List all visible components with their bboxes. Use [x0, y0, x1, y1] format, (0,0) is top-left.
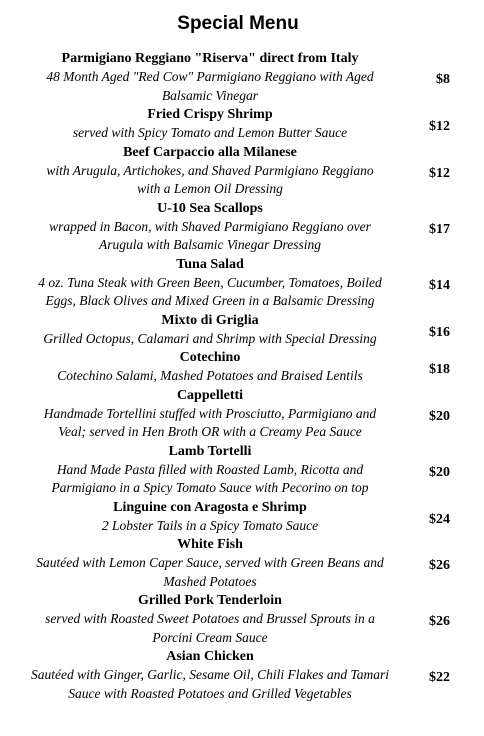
menu-item-name: U-10 Sea Scallops: [157, 200, 263, 216]
menu-item: [0, 442, 484, 498]
menu-item-description: Sautéed with Lemon Caper Sauce, served with Green Beans and Mashed Potatoes: [36, 555, 384, 589]
menu-item-price: $20: [429, 408, 450, 424]
menu-item-price: $26: [429, 558, 450, 573]
menu-item-description: Hand Made Pasta filled with Roasted Lamb, Ricotta and Parmigiano in a Spicy Tomato Sauce with Pecorino on top: [51, 461, 369, 495]
menu-item: [0, 143, 484, 199]
menu-item-price: $12: [429, 165, 450, 181]
menu-item-price: $22: [429, 670, 450, 685]
menu-item-price: $17: [429, 221, 450, 237]
menu-item-price: $20: [429, 464, 450, 480]
menu-item-name: Lamb Tortelli: [168, 443, 252, 459]
menu-item-description: 48 Month Aged "Red Cow" Parmigiano Reggiano with Aged Balsamic Vinegar: [46, 69, 374, 103]
menu-item: [0, 535, 484, 591]
menu-item-price: $18: [429, 362, 450, 377]
menu-item: [0, 591, 484, 647]
menu-item-price: $16: [429, 324, 450, 340]
menu-item: [0, 311, 484, 349]
menu-item-name: Cotechino: [179, 350, 241, 365]
menu-item-description: Handmade Tortellini stuffed with Prosciutto, Parmigiano and Veal; served in Hen Broth OR with a Creamy Pea Sauce: [43, 405, 377, 439]
menu-item: [0, 105, 484, 143]
menu-item-name: Mixto di Griglia: [161, 312, 259, 328]
menu-item-name: White Fish: [177, 537, 243, 552]
menu-item: [0, 386, 484, 442]
menu-item-price: $26: [429, 614, 450, 629]
page-title: Special Menu: [177, 13, 299, 34]
menu-item-name: Fried Crispy Shrimp: [147, 107, 273, 122]
menu-item-price: $12: [429, 119, 450, 134]
menu-item: [0, 199, 484, 255]
menu-item-name: Tuna Salad: [176, 256, 244, 272]
menu-item-description: with Arugula, Artichokes, and Shaved Parmigiano Reggiano with a Lemon Oil Dressing: [46, 162, 374, 196]
menu-item-description: served with Spicy Tomato and Lemon Butter Sauce: [72, 125, 348, 140]
menu-item-price: $24: [429, 511, 450, 527]
menu-item-name: Cappelletti: [176, 387, 244, 403]
menu-item-description: Sautéed with Ginger, Garlic, Sesame Oil, Chili Flakes and Tamari Sauce with Roasted Potatoes and Grilled Vegetables: [31, 667, 389, 701]
menu-item-name: Linguine con Aragosta e Shrimp: [113, 499, 307, 515]
menu-item-description: Cotechino Salami, Mashed Potatoes and Braised Lentils: [57, 368, 363, 383]
menu-items-list: [0, 49, 484, 703]
menu-item: [0, 49, 484, 105]
menu-item-description: served with Roasted Sweet Potatoes and Brussel Sprouts in a Porcini Cream Sauce: [45, 611, 375, 645]
menu-item-description: wrapped in Bacon, with Shaved Parmigiano Reggiano over Arugula with Balsamic Vinegar Dressing: [49, 218, 371, 252]
menu-item-price: $14: [429, 277, 450, 293]
menu-item-price: $8: [436, 72, 450, 87]
menu-item-description: 2 Lobster Tails in a Spicy Tomato Sauce: [101, 517, 319, 533]
menu-item: [0, 647, 484, 703]
menu-item-description: Grilled Octopus, Calamari and Shrimp with Special Dressing: [43, 330, 377, 346]
menu-item-name: Grilled Pork Tenderloin: [138, 593, 282, 608]
menu-item-name: Parmigiano Reggiano "Riserva" direct from Italy: [61, 51, 359, 66]
menu-item: [0, 348, 484, 386]
menu-item: [0, 498, 484, 536]
menu-item-name: Asian Chicken: [166, 649, 254, 664]
menu-item-description: 4 oz. Tuna Steak with Green Been, Cucumber, Tomatoes, Boiled Eggs, Black Olives and Mixed Green in a Balsamic Dressing: [38, 274, 382, 308]
menu-item-name: Beef Carpaccio alla Milanese: [123, 144, 297, 160]
menu-item: [0, 255, 484, 311]
